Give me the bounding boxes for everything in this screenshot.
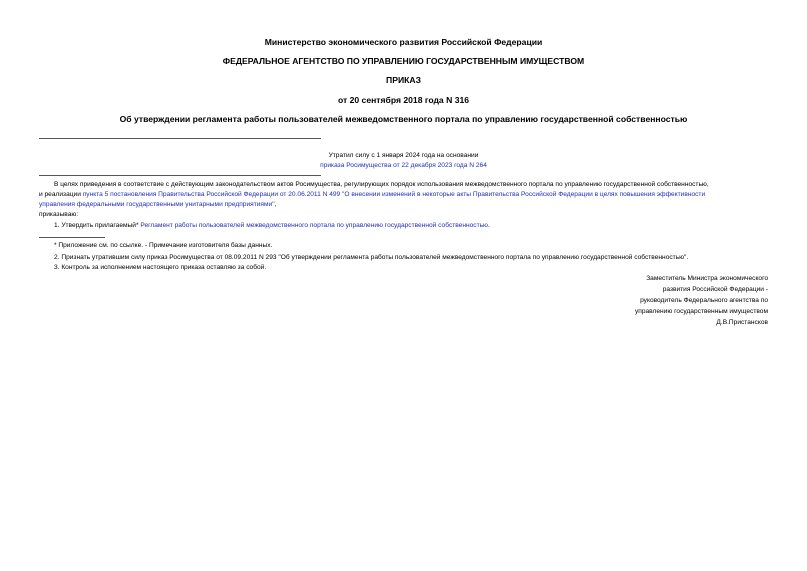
signature-line-1: Заместитель Министра экономического	[646, 275, 768, 282]
doc-type-heading: ПРИКАЗ	[386, 75, 421, 85]
paragraph-1-line-3	[39, 200, 276, 209]
footnote: * Приложение см. по ссылке. - Примечание изготовителя базы данных.	[54, 242, 273, 249]
document-title: Об утверждении регламента работы пользователей межведомственного портала по управлению государственной собственностью	[119, 114, 688, 124]
item-3: 3. Контроль за исполнением настоящего приказа оставляю за собой.	[54, 264, 267, 271]
paragraph-1-tail: ,	[274, 201, 277, 208]
regulation-link[interactable]: Регламент работы пользователей межведомственного портала по управлению государственной собственностью	[140, 222, 488, 229]
signature-line-3: руководитель Федерального агентства по	[640, 297, 768, 304]
status-link[interactable]: приказа Росимущества от 22 декабря 2023 года N 264	[320, 162, 487, 169]
item-2: 2. Признать утратившим силу приказ Росимущества от 08.09.2011 N 293 "Об утверждении регламента работы пользователей межведомственного портала по управлению государственной собственностью".	[54, 254, 689, 261]
signature-line-4: управлению государственным имуществом	[634, 308, 768, 315]
order-word: приказываю:	[39, 211, 79, 218]
ministry-heading: Министерство экономического развития Российской Федерации	[264, 37, 543, 47]
decree-link-cont[interactable]: управления федеральными государственными унитарными предприятиями"	[39, 201, 275, 208]
agency-heading: ФЕДЕРАЛЬНОЕ АГЕНТСТВО ПО УПРАВЛЕНИЮ ГОСУДАРСТВЕННЫМ ИМУЩЕСТВОМ	[222, 56, 585, 66]
divider-status	[39, 175, 321, 176]
item-1-tail: .	[487, 222, 490, 229]
signature-line-2: развития Российской Федерации -	[662, 286, 768, 293]
paragraph-1-line-2	[39, 190, 705, 199]
item-1	[54, 221, 490, 230]
footnote-divider	[39, 237, 105, 238]
date-number-heading: от 20 сентября 2018 года N 316	[337, 95, 470, 105]
paragraph-1-line-1: В целях приведения в соответствие с действующим законодательством актов Росимущества, регулирующих порядок использования межведомственного портала по управлению государственной собственностью,	[54, 181, 709, 188]
paragraph-1-text: и реализации	[39, 191, 83, 198]
signatory-name: Д.В.Пристансков	[716, 319, 768, 326]
divider-top	[39, 138, 321, 139]
status-note: Утратил силу с 1 января 2024 года на основании	[328, 152, 479, 159]
decree-link[interactable]: пункта 5 постановления Правительства Российской Федерации от 20.06.2011 N 499 "О внесении изменений в некоторые акты Правительства Российской Федерации в целях повышения эффективности	[82, 191, 706, 198]
item-1-text: 1. Утвердить прилагаемый*	[54, 222, 141, 229]
